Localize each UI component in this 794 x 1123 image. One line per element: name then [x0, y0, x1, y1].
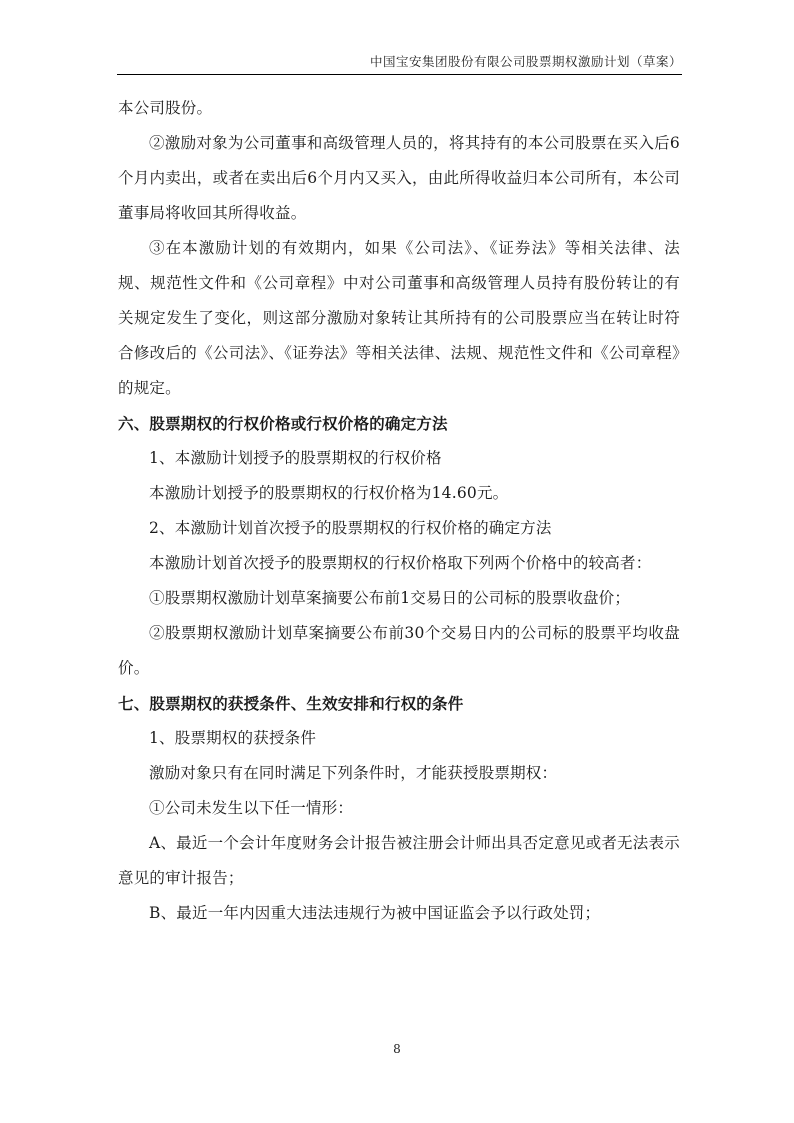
- page-header: [117, 50, 682, 75]
- subsection-title: 1、本激励计划授予的股票期权的行权价格: [149, 449, 442, 467]
- paragraph: 本激励计划授予的股票期权的行权价格为14.60元。: [149, 484, 509, 502]
- section-heading: 六、股票期权的行权价格或行权价格的确定方法: [118, 414, 448, 433]
- paragraph: 激励对象只有在同时满足下列条件时，才能获授股票期权：: [149, 764, 558, 782]
- paragraph: 本激励计划首次授予的股票期权的行权价格取下列两个价格中的较高者：: [149, 554, 652, 572]
- list-item: ②股票期权激励计划草案摘要公布前30个交易日内的公司标的股票平均收盘价。: [118, 624, 680, 677]
- document-body: [118, 91, 680, 931]
- list-item: ①股票期权激励计划草案摘要公布前1交易日的公司标的股票收盘价；: [149, 589, 631, 607]
- paragraph: ③在本激励计划的有效期内，如果《公司法》、《证券法》等相关法律、法规、规范性文件和《公司章程》中对公司董事和高级管理人员持有股份转让的有关规定发生了变化，则这部分激励对象转让其所持有的公司股票应当在转让时符合修改后的《公司法》、《证券法》等相关法律、法规、规范性文件和《公司章程》的规定。: [118, 239, 680, 397]
- section-heading: 七、股票期权的获授条件、生效安排和行权的条件: [118, 694, 464, 713]
- page-number: 8: [393, 1042, 401, 1056]
- paragraph: ②激励对象为公司董事和高级管理人员的，将其持有的本公司股票在买入后6个月内卖出，或者在卖出后6个月内又买入，由此所得收益归本公司所有，本公司董事局将收回其所得收益。: [118, 134, 680, 222]
- subsection-title: 1、股票期权的获授条件: [149, 729, 317, 747]
- paragraph: 本公司股份。: [118, 99, 213, 117]
- list-item: A、最近一个会计年度财务会计报告被注册会计师出具否定意见或者无法表示意见的审计报告；: [118, 834, 680, 887]
- list-item: ①公司未发生以下任一情形：: [149, 799, 354, 817]
- list-item: B、最近一年内因重大违法违规行为被中国证监会予以行政处罚；: [149, 904, 601, 922]
- subsection-title: 2、本激励计划首次授予的股票期权的行权价格的确定方法: [149, 519, 552, 537]
- header-title: 中国宝安集团股份有限公司股票期权激励计划（草案）: [369, 54, 682, 69]
